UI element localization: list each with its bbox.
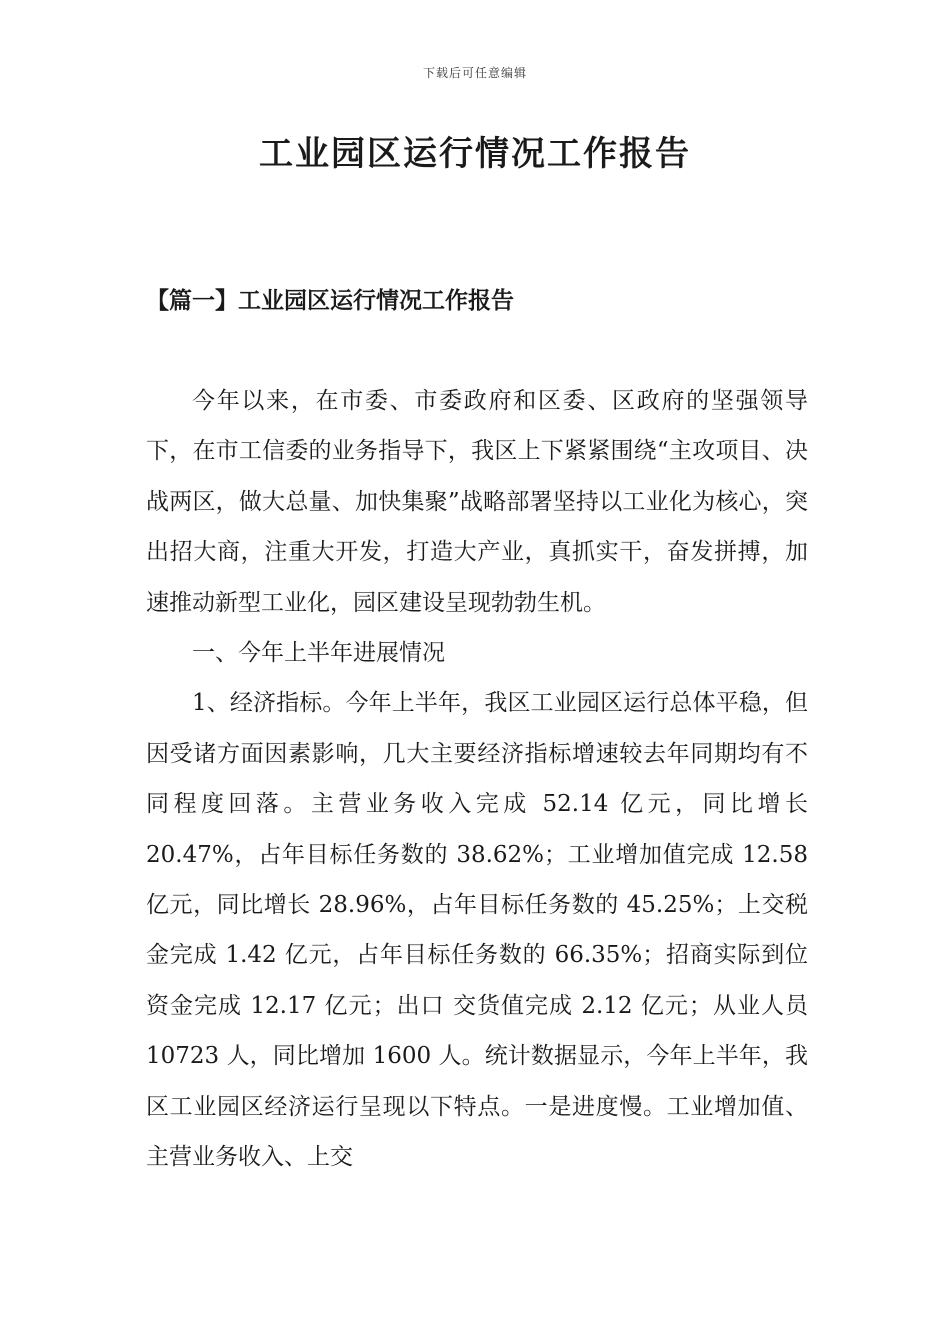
paragraph-section-one-heading: 一、今年上半年进展情况 bbox=[192, 640, 445, 667]
paragraph-intro: 今年以来，在市委、市委政府和区委、区政府的坚强领导下，在市工信委的业务指导下，我区上下紧紧围绕“主攻项目、决战两区，做大总量、加快集聚”战略部署坚持以工业化为核心，突出招大商，注重大开发，打造大产业，真抓实干，奋发拼搏，加速推动新型工业化，园区建设呈现勃勃生机。 bbox=[146, 388, 808, 616]
header-note: 下载后可任意编辑 bbox=[422, 66, 527, 80]
section-heading: 【篇一】工业园区运行情况工作报告 bbox=[146, 287, 514, 314]
document-body bbox=[146, 376, 808, 1183]
paragraph-economic-indicators: 1、经济指标。今年上半年，我区工业园区运行总体平稳，但因受诸方面因素影响，几大主要经济指标增速较去年同期均有不同程度回落。主营业务收入完成 52.14 亿元，同比增长 20.47%，占年目标任务数的 38.62%；工业增加值完成 12.58 亿元，同比增长 28.96%，占年目标任务数的 45.25%；上交税金完成 1.42 亿元，占年目标任务数的 66.35%；招商实际到位资金完成 12.17 亿元；出口 交货值完成 2.12 亿元；从业人员 10723 人，同比增加 1600 人。统计数据显示，今年上半年，我区工业园区经济运行呈现以下特点。一是进度慢。工业增加值、主营业务收入、上交 bbox=[146, 690, 808, 1171]
document-title: 工业园区运行情况工作报告 bbox=[259, 134, 691, 174]
